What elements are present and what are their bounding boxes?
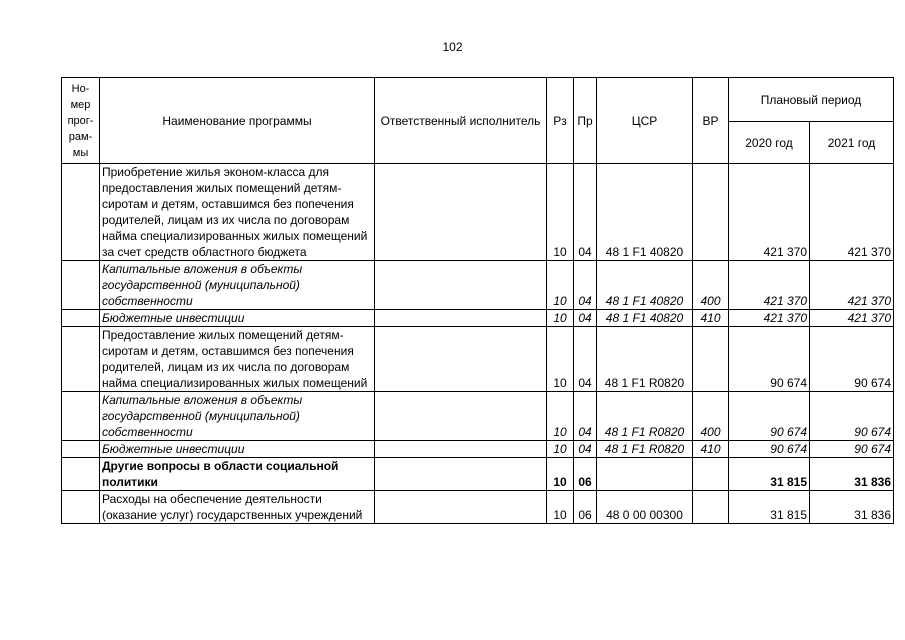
cell-rz: 10 <box>547 164 574 261</box>
cell-program-number <box>62 491 100 524</box>
cell-executor <box>375 491 547 524</box>
cell-program-number <box>62 458 100 491</box>
cell-csr: 48 1 F1 R0820 <box>597 327 693 392</box>
cell-program-number <box>62 441 100 458</box>
header-program-number: Но-мер прог-рам-мы <box>62 78 100 164</box>
cell-vr: 410 <box>693 441 729 458</box>
cell-csr <box>597 458 693 491</box>
cell-value-2020: 90 674 <box>729 327 810 392</box>
cell-rz: 10 <box>547 310 574 327</box>
cell-program-number <box>62 261 100 310</box>
cell-vr <box>693 327 729 392</box>
cell-csr: 48 1 F1 40820 <box>597 164 693 261</box>
header-year-2020: 2020 год <box>729 122 810 164</box>
cell-pr: 04 <box>574 327 597 392</box>
cell-executor <box>375 261 547 310</box>
cell-value-2021: 90 674 <box>810 327 894 392</box>
cell-pr: 04 <box>574 164 597 261</box>
header-program-name: Наименование программы <box>100 78 375 164</box>
cell-pr: 04 <box>574 261 597 310</box>
cell-name: Капитальные вложения в объекты государственной (муниципальной) собственности <box>100 261 375 310</box>
table-row <box>62 310 894 327</box>
page-number: 102 <box>442 40 463 54</box>
cell-vr <box>693 164 729 261</box>
cell-csr: 48 1 F1 R0820 <box>597 441 693 458</box>
cell-value-2021: 90 674 <box>810 392 894 441</box>
table-row <box>62 164 894 261</box>
cell-vr: 400 <box>693 392 729 441</box>
cell-executor <box>375 458 547 491</box>
cell-csr: 48 1 F1 40820 <box>597 261 693 310</box>
cell-vr <box>693 491 729 524</box>
cell-value-2020: 90 674 <box>729 441 810 458</box>
cell-rz: 10 <box>547 327 574 392</box>
cell-program-number <box>62 327 100 392</box>
cell-value-2020: 31 815 <box>729 491 810 524</box>
table-row <box>62 392 894 441</box>
cell-executor <box>375 441 547 458</box>
header-planned-period: Плановый период <box>729 78 894 122</box>
cell-executor <box>375 327 547 392</box>
cell-name: Приобретение жилья эконом-класса для предоставления жилых помещений детям-сиротам и детям, оставшимся без попечения родителей, лицам из их числа по договорам найма специализированных жилых помещений за счет средств областного бюджета <box>100 164 375 261</box>
cell-csr: 48 0 00 00300 <box>597 491 693 524</box>
cell-value-2020: 421 370 <box>729 261 810 310</box>
cell-value-2020: 421 370 <box>729 164 810 261</box>
cell-executor <box>375 310 547 327</box>
header-pr: Пр <box>574 78 597 164</box>
cell-name: Расходы на обеспечение деятельности (оказание услуг) государственных учреждений <box>100 491 375 524</box>
cell-csr: 48 1 F1 40820 <box>597 310 693 327</box>
cell-pr: 04 <box>574 392 597 441</box>
table-row <box>62 458 894 491</box>
cell-name: Бюджетные инвестиции <box>100 441 375 458</box>
cell-value-2020: 90 674 <box>729 392 810 441</box>
cell-pr: 04 <box>574 441 597 458</box>
cell-value-2021: 421 370 <box>810 164 894 261</box>
cell-rz: 10 <box>547 458 574 491</box>
cell-name: Капитальные вложения в объекты государственной (муниципальной) собственности <box>100 392 375 441</box>
cell-name: Бюджетные инвестиции <box>100 310 375 327</box>
cell-pr: 06 <box>574 491 597 524</box>
table-row <box>62 261 894 310</box>
table-row <box>62 327 894 392</box>
cell-value-2020: 31 815 <box>729 458 810 491</box>
cell-executor <box>375 392 547 441</box>
cell-vr: 400 <box>693 261 729 310</box>
cell-pr: 04 <box>574 310 597 327</box>
cell-value-2021: 90 674 <box>810 441 894 458</box>
table-row <box>62 441 894 458</box>
cell-executor <box>375 164 547 261</box>
cell-program-number <box>62 310 100 327</box>
header-executor: Ответственный исполнитель <box>375 78 547 164</box>
cell-name: Предоставление жилых помещений детям-сиротам и детям, оставшимся без попечения родителей, лицам из их числа по договорам найма специализированных жилых помещений <box>100 327 375 392</box>
cell-rz: 10 <box>547 441 574 458</box>
cell-value-2020: 421 370 <box>729 310 810 327</box>
cell-rz: 10 <box>547 491 574 524</box>
header-year-2021: 2021 год <box>810 122 894 164</box>
table-header <box>62 78 894 164</box>
table-row <box>62 491 894 524</box>
cell-vr <box>693 458 729 491</box>
cell-value-2021: 421 370 <box>810 261 894 310</box>
cell-rz: 10 <box>547 392 574 441</box>
cell-value-2021: 31 836 <box>810 458 894 491</box>
header-rz: Рз <box>547 78 574 164</box>
cell-rz: 10 <box>547 261 574 310</box>
budget-table <box>61 77 894 524</box>
cell-pr: 06 <box>574 458 597 491</box>
header-vr: ВР <box>693 78 729 164</box>
cell-program-number <box>62 392 100 441</box>
cell-csr: 48 1 F1 R0820 <box>597 392 693 441</box>
cell-program-number <box>62 164 100 261</box>
header-csr: ЦСР <box>597 78 693 164</box>
cell-name: Другие вопросы в области социальной политики <box>100 458 375 491</box>
cell-value-2021: 31 836 <box>810 491 894 524</box>
cell-value-2021: 421 370 <box>810 310 894 327</box>
cell-vr: 410 <box>693 310 729 327</box>
